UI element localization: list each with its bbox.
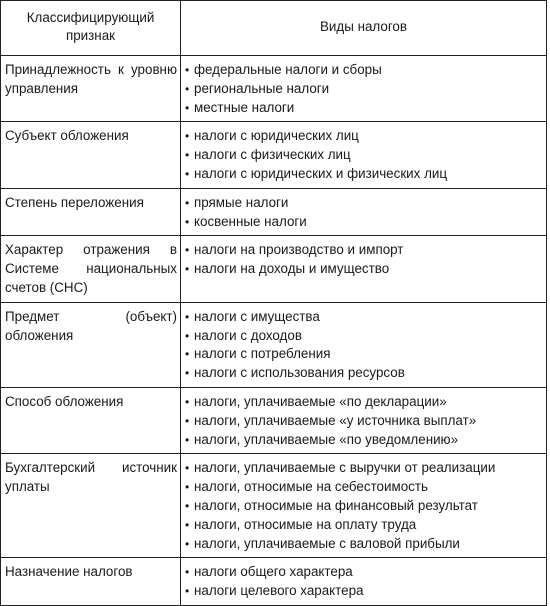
list-item: • налоги с имущества bbox=[185, 308, 543, 327]
list-item: • налоги с физических лиц bbox=[185, 146, 543, 165]
row-tax-types bbox=[181, 188, 547, 236]
row-tax-types bbox=[181, 122, 547, 188]
tax-types-list bbox=[185, 194, 543, 232]
list-item: • региональные налоги bbox=[185, 80, 543, 99]
tax-types-list bbox=[185, 127, 543, 183]
table-row bbox=[1, 558, 547, 606]
row-criterion: Предмет (объект) обложения bbox=[1, 302, 181, 387]
row-tax-types bbox=[181, 302, 547, 387]
table-row bbox=[1, 387, 547, 453]
tax-types-list bbox=[185, 61, 543, 117]
list-item: • налоги целевого характера bbox=[185, 582, 543, 601]
row-criterion: Принадлежность к уровню управления bbox=[1, 56, 181, 122]
list-item: • косвенные налоги bbox=[185, 213, 543, 232]
row-tax-types bbox=[181, 56, 547, 122]
list-item: • налоги, относимые на финансовый результат bbox=[185, 497, 543, 516]
list-item: • налоги, уплачиваемые «у источника выплат» bbox=[185, 412, 543, 431]
list-item: • налоги, уплачиваемые «по уведомлению» bbox=[185, 431, 543, 450]
row-tax-types bbox=[181, 236, 547, 302]
row-criterion: Способ обложения bbox=[1, 387, 181, 453]
row-criterion: Характер отражения в Системе национальных счетов (СНС) bbox=[1, 236, 181, 302]
table-row bbox=[1, 56, 547, 122]
header-classification-criterion: Классифицирующий признак bbox=[1, 1, 181, 56]
table-header-row bbox=[1, 1, 547, 56]
row-criterion: Субъект обложения bbox=[1, 122, 181, 188]
list-item: • федеральные налоги и сборы bbox=[185, 61, 543, 80]
row-criterion: Назначение налогов bbox=[1, 558, 181, 606]
row-criterion: Бухгалтерский источник уплаты bbox=[1, 454, 181, 558]
list-item: • местные налоги bbox=[185, 99, 543, 118]
tax-types-list bbox=[185, 459, 543, 553]
row-tax-types bbox=[181, 387, 547, 453]
table-row bbox=[1, 454, 547, 558]
list-item: • налоги, уплачиваемые с выручки от реализации bbox=[185, 459, 543, 478]
table-row bbox=[1, 188, 547, 236]
row-tax-types bbox=[181, 454, 547, 558]
list-item: • налоги с юридических и физических лиц bbox=[185, 165, 543, 184]
tax-types-list bbox=[185, 308, 543, 383]
tax-types-list bbox=[185, 393, 543, 449]
list-item: • налоги общего характера bbox=[185, 563, 543, 582]
tax-types-list bbox=[185, 241, 543, 279]
table-row bbox=[1, 122, 547, 188]
list-item: • налоги, относимые на оплату труда bbox=[185, 516, 543, 535]
table-row bbox=[1, 302, 547, 387]
table-row bbox=[1, 236, 547, 302]
list-item: • налоги, уплачиваемые «по декларации» bbox=[185, 393, 543, 412]
list-item: • налоги, уплачиваемые с валовой прибыли bbox=[185, 535, 543, 554]
list-item: • налоги на доходы и имущество bbox=[185, 260, 543, 279]
list-item: • налоги на производство и импорт bbox=[185, 241, 543, 260]
list-item: • налоги с использования ресурсов bbox=[185, 364, 543, 383]
tax-types-list bbox=[185, 563, 543, 601]
row-tax-types bbox=[181, 558, 547, 606]
list-item: • налоги, относимые на себестоимость bbox=[185, 478, 543, 497]
list-item: • налоги с потребления bbox=[185, 345, 543, 364]
row-criterion: Степень переложения bbox=[1, 188, 181, 236]
list-item: • налоги с юридических лиц bbox=[185, 127, 543, 146]
list-item: • налоги с доходов bbox=[185, 327, 543, 346]
header-tax-types: Виды налогов bbox=[181, 1, 547, 56]
list-item: • прямые налоги bbox=[185, 194, 543, 213]
